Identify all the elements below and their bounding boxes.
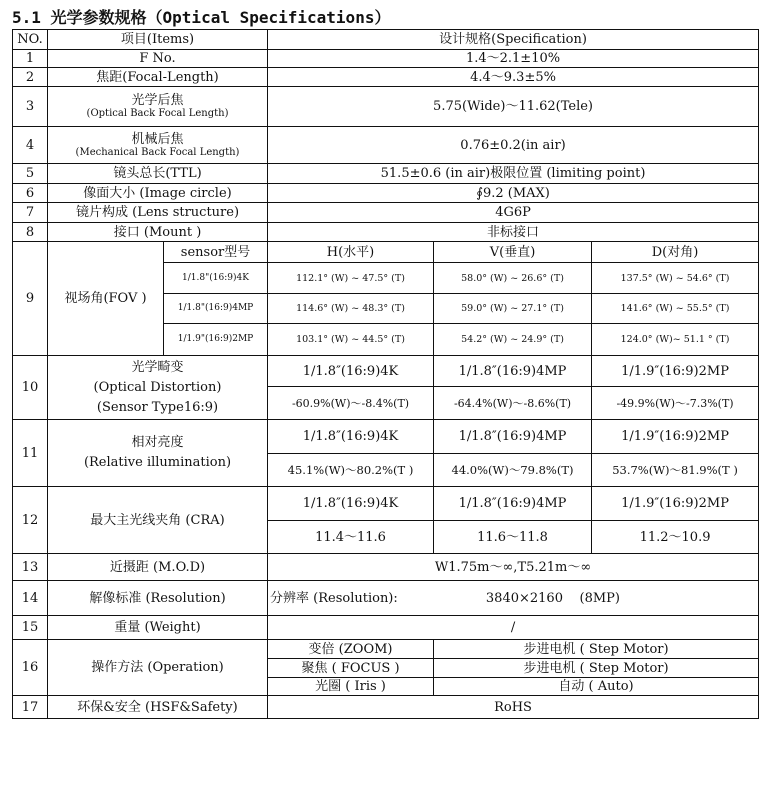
row-spec: 5.75(Wide)～11.62(Tele)	[268, 87, 759, 127]
fov-h: 103.1° (W) ~ 44.5° (T)	[268, 324, 434, 356]
row-no: 1	[13, 50, 48, 68]
table-row	[13, 356, 759, 387]
fov-d: 137.5° (W) ~ 54.6° (T)	[592, 263, 759, 294]
cra-value: 11.2～10.9	[592, 521, 759, 554]
row-no: 14	[13, 581, 48, 616]
sensor-label: 1/1.9″(16:9)2MP	[592, 356, 759, 387]
fov-v-header: V(垂直)	[434, 242, 592, 263]
fov-d-header: D(对角)	[592, 242, 759, 263]
row-item: 焦距(Focal-Length)	[48, 68, 268, 87]
row-no: 2	[13, 68, 48, 87]
row-item-main: 相对亮度	[131, 435, 184, 450]
row-spec: 51.5±0.6 (in air)极限位置 (limiting point)	[268, 164, 759, 184]
sensor-label: 1/1.9″(16:9)2MP	[592, 487, 759, 521]
table-row	[13, 696, 759, 719]
row-item-line2: (Optical Distortion)	[93, 379, 222, 395]
header-spec: 设计规格(Specification)	[268, 30, 759, 50]
illumination-value: 45.1%(W)～80.2%(T )	[268, 454, 434, 487]
row-spec: RoHS	[268, 696, 759, 719]
row-item: 镜片构成 (Lens structure)	[48, 203, 268, 223]
row-spec: W1.75m～∞,T5.21m～∞	[268, 554, 759, 581]
row-spec: 非标接口	[268, 223, 759, 242]
row-item: 近摄距 (M.O.D)	[48, 554, 268, 581]
table-row	[13, 164, 759, 184]
row-item: 重量 (Weight)	[48, 616, 268, 640]
fov-h: 114.6° (W) ~ 48.3° (T)	[268, 294, 434, 324]
illumination-value: 53.7%(W)～81.9%(T )	[592, 454, 759, 487]
row-no: 4	[13, 127, 48, 164]
fov-sensor: 1/1.8"(16:9)4MP	[164, 294, 268, 324]
row-no: 17	[13, 696, 48, 719]
row-item: 操作方法 (Operation)	[48, 640, 268, 696]
row-item-line3: (Sensor Type16:9)	[96, 399, 219, 415]
table-row	[13, 223, 759, 242]
section-heading: 5.1 光学参数规格（Optical Specifications）	[12, 8, 391, 27]
sensor-label: 1/1.8″(16:9)4K	[268, 420, 434, 454]
row-spec: 0.76±0.2(in air)	[268, 127, 759, 164]
row-no: 5	[13, 164, 48, 184]
cra-value: 11.4～11.6	[268, 521, 434, 554]
table-row	[13, 68, 759, 87]
sensor-label: 1/1.9″(16:9)2MP	[592, 420, 759, 454]
row-spec: /	[268, 616, 759, 640]
sensor-label: 1/1.8″(16:9)4K	[268, 356, 434, 387]
row-item	[48, 87, 268, 127]
header-no: NO.	[13, 30, 48, 50]
fov-d: 141.6° (W) ~ 55.5° (T)	[592, 294, 759, 324]
operation-name: 聚焦 ( FOCUS )	[268, 659, 434, 678]
row-no: 12	[13, 487, 48, 554]
row-spec: 4G6P	[268, 203, 759, 223]
fov-d: 124.0° (W)~ 51.1 ° (T)	[592, 324, 759, 356]
row-item: 解像标准 (Resolution)	[48, 581, 268, 616]
fov-h: 112.1° (W) ~ 47.5° (T)	[268, 263, 434, 294]
sensor-label: 1/1.8″(16:9)4MP	[434, 420, 592, 454]
row-item	[48, 127, 268, 164]
table-row	[13, 87, 759, 127]
table-row	[13, 50, 759, 68]
row-no: 15	[13, 616, 48, 640]
row-item: 最大主光线夹角 (CRA)	[48, 487, 268, 554]
resolution-value: 3840×2160 (8MP)	[485, 590, 620, 606]
row-item-main: 机械后焦	[131, 131, 184, 147]
row-no: 8	[13, 223, 48, 242]
table-row	[13, 420, 759, 454]
row-item-main: 光学畸变	[131, 359, 184, 375]
fov-sensor: 1/1.8"(16:9)4K	[164, 263, 268, 294]
row-spec: 4.4～9.3±5%	[268, 68, 759, 87]
distortion-value: -60.9%(W)～-8.4%(T)	[268, 387, 434, 420]
fov-v: 58.0° (W) ~ 26.6° (T)	[434, 263, 592, 294]
table-row	[13, 184, 759, 203]
row-item: 像面大小 (Image circle)	[48, 184, 268, 203]
row-no: 9	[13, 242, 48, 356]
row-item-main: 光学后焦	[131, 93, 184, 108]
row-item: 视场角(FOV )	[48, 242, 164, 356]
fov-sensor-header: sensor型号	[164, 242, 268, 263]
table-row	[13, 242, 759, 263]
row-item-line2: (Relative illumination)	[83, 455, 232, 470]
sensor-label: 1/1.8″(16:9)4MP	[434, 356, 592, 387]
operation-value: 自动 ( Auto)	[434, 678, 759, 696]
table-row	[13, 640, 759, 659]
fov-v: 59.0° (W) ~ 27.1° (T)	[434, 294, 592, 324]
row-item: 环保&安全 (HSF&Safety)	[48, 696, 268, 719]
operation-name: 变倍 (ZOOM)	[268, 640, 434, 659]
operation-name: 光圈 ( Iris )	[268, 678, 434, 696]
fov-v: 54.2° (W) ~ 24.9° (T)	[434, 324, 592, 356]
row-no: 16	[13, 640, 48, 696]
distortion-value: -49.9%(W)～-7.3%(T)	[592, 387, 759, 420]
operation-value: 步进电机 ( Step Motor)	[434, 640, 759, 659]
sensor-label: 1/1.8″(16:9)4MP	[434, 487, 592, 521]
table-row	[13, 581, 759, 616]
row-item	[48, 356, 268, 420]
row-item: F No.	[48, 50, 268, 68]
table-row	[13, 127, 759, 164]
row-item-sub: (Optical Back Focal Length)	[86, 108, 229, 119]
fov-h-header: H(水平)	[268, 242, 434, 263]
header-items: 项目(Items)	[48, 30, 268, 50]
row-no: 6	[13, 184, 48, 203]
table-header-row	[13, 30, 759, 50]
row-item	[48, 420, 268, 487]
row-spec: 1.4～2.1±10%	[268, 50, 759, 68]
row-no: 11	[13, 420, 48, 487]
row-no: 7	[13, 203, 48, 223]
table-row	[13, 616, 759, 640]
fov-sensor: 1/1.9"(16:9)2MP	[164, 324, 268, 356]
operation-value: 步进电机 ( Step Motor)	[434, 659, 759, 678]
sensor-label: 1/1.8″(16:9)4K	[268, 487, 434, 521]
table-row	[13, 487, 759, 521]
table-row	[13, 203, 759, 223]
row-item: 接口 (Mount )	[48, 223, 268, 242]
row-no: 13	[13, 554, 48, 581]
row-no: 3	[13, 87, 48, 127]
distortion-value: -64.4%(W)～-8.6%(T)	[434, 387, 592, 420]
optical-spec-table	[12, 29, 759, 719]
row-spec: ∮9.2 (MAX)	[268, 184, 759, 203]
row-spec	[268, 581, 759, 616]
row-item-sub: (Mechanical Back Focal Length)	[75, 146, 240, 158]
illumination-value: 44.0%(W)～79.8%(T)	[434, 454, 592, 487]
resolution-label: 分辨率 (Resolution):	[270, 590, 398, 606]
table-row	[13, 554, 759, 581]
row-no: 10	[13, 356, 48, 420]
row-item: 镜头总长(TTL)	[48, 164, 268, 184]
cra-value: 11.6～11.8	[434, 521, 592, 554]
